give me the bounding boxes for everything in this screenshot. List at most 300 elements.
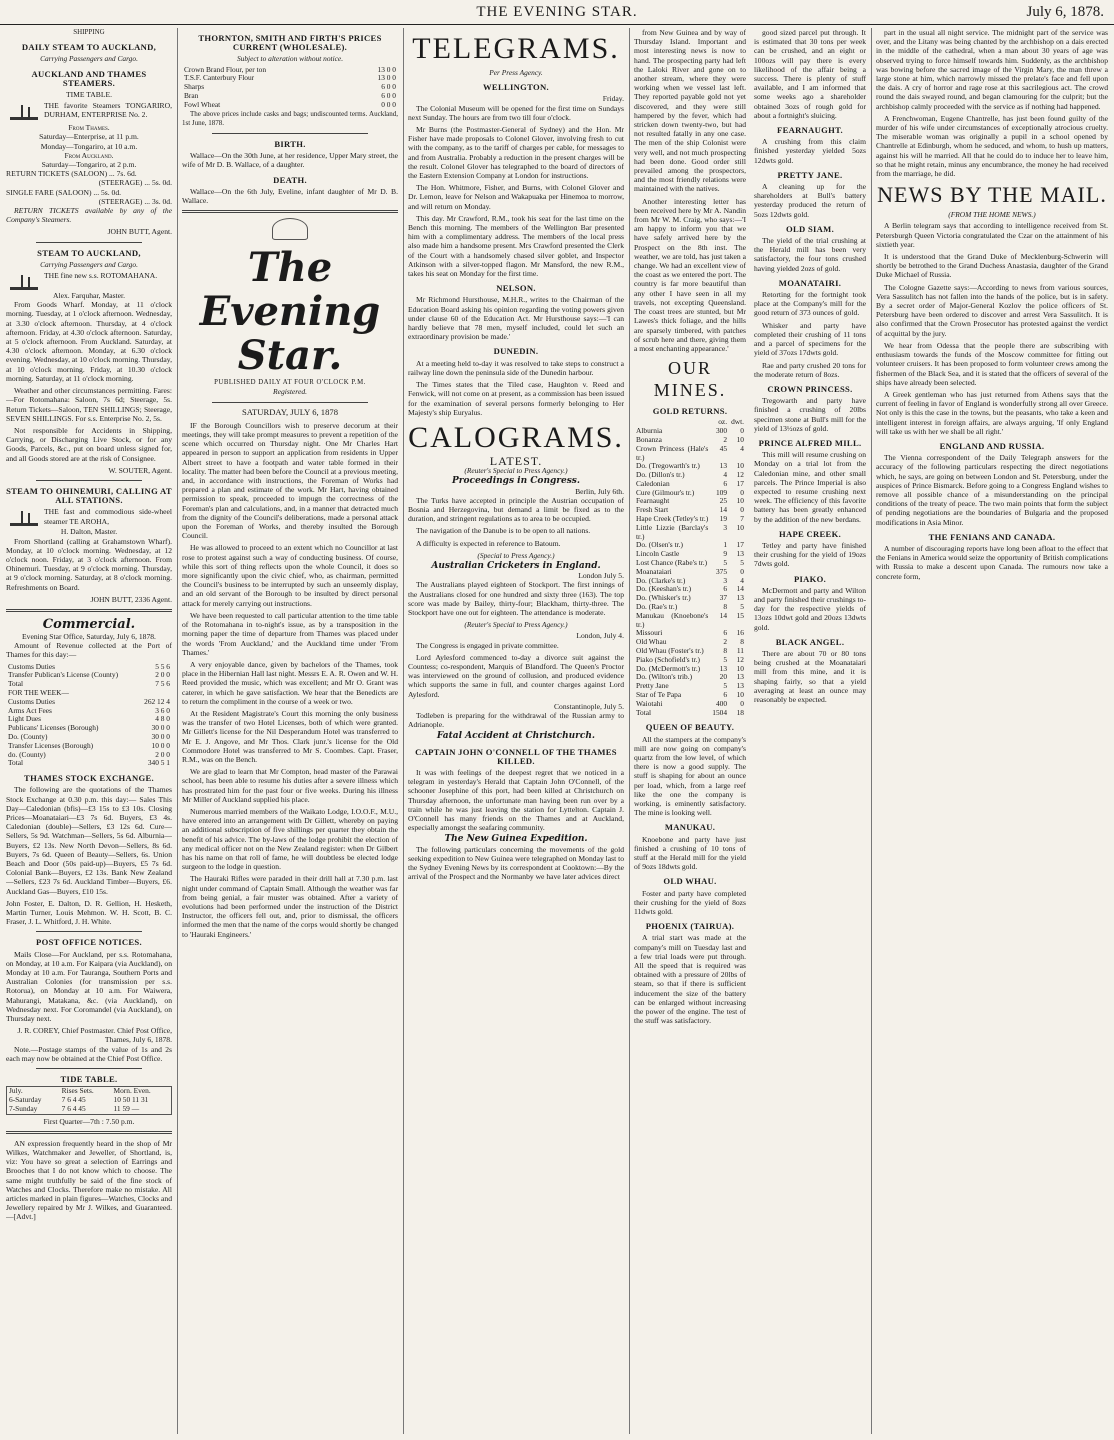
mine-row-cell: 0 bbox=[740, 505, 744, 515]
post-office-mails: Mails Close—For Auckland, per s.s. Rotomahana, on Monday, at 10 a.m. For Kaipara (via Auckland), on Monday at 10 a.m. For Tauranga, Southern Ports and Australian Colonies (for transmission per s.s. Rotorua), on Monday at 10 a.m. For Waiwera, Mahurangi, Matakana, &c. (via Auckland), on Wednesday next. For Coromandel (via Auckland), on Thursday next. bbox=[6, 949, 172, 1023]
mine-row-cell: Little Lizzie (Barclay's tr.) bbox=[636, 522, 709, 541]
te-aroha-title: THE fast and commodious side-wheel steamer TE AROHA, bbox=[44, 507, 172, 526]
publication-note: PUBLISHED DAILY AT FOUR O'CLOCK P.M. bbox=[214, 379, 366, 387]
master-name: H. Dalton, Master. bbox=[60, 527, 118, 537]
mine-row-cell: 12 bbox=[736, 654, 744, 664]
mine-row-cell: 10 bbox=[736, 461, 744, 471]
mine-row-cell: 0 bbox=[740, 487, 744, 497]
revenue-row-cell: FOR THE WEEK— bbox=[8, 687, 69, 697]
registered-note: Registered. bbox=[272, 387, 308, 397]
mine-row-cell: 8 bbox=[723, 602, 728, 612]
article-paragraph: A Frenchwoman, Eugene Chantrelle, has just been found guilty of the murder of his wife under circumstances of exceptionally atrocious cruelty. The miserable woman was originally a pupil in a school opened by Chantrelle at Edinburgh, whom he seduced, and whom, to hush up matters, against his will he married. All that he could do to induce her to leave him, so that he might retain, minus any encumbrance, the money he had received from the marriage, he did. bbox=[876, 113, 1108, 179]
mine-row-cell: 0 bbox=[740, 566, 744, 576]
mine-report: McDermott and party and Wilton and party finished their crushings to-day for the respective yields of 13ozs 10dwt gold and 20ozs 13dwts gold. bbox=[754, 585, 866, 632]
mine-row-cell: 14 bbox=[736, 584, 744, 594]
agent-signature: W. SOUTER, Agent. bbox=[108, 465, 172, 475]
mine-row-cell: Lincoln Castle bbox=[636, 549, 680, 559]
master-name: Alex. Farquhar, Master. bbox=[52, 291, 126, 301]
column-5 bbox=[876, 28, 1108, 1434]
mine-row-cell: 375 bbox=[715, 566, 728, 576]
revenue-row-cell: Transfer Publican's License (County) bbox=[8, 670, 119, 680]
mine-row-cell: 45 bbox=[719, 443, 728, 453]
mine-row-cell: 5 bbox=[740, 558, 744, 568]
mine-row-cell: Fresh Start bbox=[636, 505, 669, 515]
price-row-cell: T.S.F. Canterbury Flour bbox=[184, 73, 255, 83]
mine-row-cell: 4 bbox=[740, 443, 744, 453]
heading-manukau: MANUKAU. bbox=[664, 822, 716, 833]
ships-ad bbox=[6, 101, 172, 121]
schedule-line: Saturday—Enterprise, at 11 p.m. bbox=[39, 132, 139, 142]
broker-list: John Foster, E. Dalton, D. R. Gellion, H. Hesketh, Martin Turner, Louis Mehmon. W. H. Scott, B. C. Fraser, J. L. Whitford, J. H. White. bbox=[6, 898, 172, 927]
mine-row-cell: 5 bbox=[723, 681, 728, 691]
cable-paragraph: The navigation of the Danube is to be open to all nations. bbox=[416, 526, 591, 536]
dateline: Friday. bbox=[602, 94, 624, 104]
heading-ohinemuri: STEAM TO OHINEMURI, CALLING AT ALL STATIONS. bbox=[6, 485, 172, 506]
mine-row-cell: Do. (Olsen's tr.) bbox=[636, 540, 683, 550]
paper-title: The Evening Star. bbox=[199, 244, 381, 380]
revenue-row-cell: 30 0 0 bbox=[151, 723, 170, 733]
timetable-label: TIME TABLE. bbox=[65, 90, 113, 100]
revenue-row-cell: Total bbox=[8, 758, 24, 768]
telegram-paragraph: Mr Richmond Hursthouse, M.H.R., writes to the Chairman of the Education Board asking his opinion regarding the voting powers given under clause 60 of the Education Act. Mr Hursthouse says:—'I can hardly believe that 78 men, myself included, could let such an extraordinary provision be made.' bbox=[408, 295, 624, 342]
mine-report: A crushing from this claim finished yesterday yielded 5ozs 12dwts gold. bbox=[754, 137, 866, 165]
cricket-heading: Australian Cricketers in England. bbox=[431, 560, 601, 571]
news-by-mail-heading: NEWS BY THE MAIL. bbox=[877, 182, 1107, 208]
schedule-line: Saturday—Tongariro, at 2 p.m. bbox=[41, 160, 137, 170]
mine-row bbox=[634, 524, 746, 542]
revenue-row-cell: 5 5 6 bbox=[155, 661, 170, 671]
price-row-cell: 6 0 0 bbox=[381, 91, 396, 100]
mine-row-cell: 109 bbox=[715, 487, 728, 497]
tide-col-header: Morn. Even. bbox=[113, 1086, 151, 1096]
price-row bbox=[182, 83, 398, 92]
article-paragraph: The Cologne Gazette says:—According to news from various sources, Vera Sassulitch has not fallen into the hands of the police, but is in safety. By a secret order of Major-General Kozlov the police officers of St. Petersburg have been ordered to discover and arrest Vera Sassulitch. It is also confirmed that the Crown Prosecutor has protested against the verdict of acquittal by the jury. bbox=[876, 282, 1108, 338]
divider bbox=[36, 931, 142, 932]
mine-report: Whisker and party have completed their crushing of 11 tons and a parcel of specimens for the yield of 37ozs 17dwts gold. bbox=[754, 320, 866, 358]
column-rule bbox=[629, 28, 630, 1434]
mine-row-cell: 2 bbox=[723, 637, 728, 647]
postmaster-signature: J. R. COREY, Chief Postmaster. Chief Post Office, Thames, July 6, 1878. bbox=[17, 1026, 172, 1045]
heading-phoenix: PHOENIX (TAIRUA). bbox=[645, 921, 735, 932]
mine-row-cell: 13 bbox=[736, 549, 744, 559]
mine-row-cell: Old Whau (Foster's tr.) bbox=[636, 646, 704, 656]
revenue-row bbox=[6, 759, 172, 768]
tide-row-cell: 10 50 11 31 bbox=[113, 1095, 149, 1105]
from-thames: From Thames. bbox=[68, 123, 110, 133]
divider bbox=[6, 1131, 172, 1134]
mine-row-cell: 13 bbox=[736, 681, 744, 691]
mine-row-cell: Lost Chance (Rabe's tr.) bbox=[636, 558, 708, 568]
mine-row-cell: 5 bbox=[723, 558, 728, 568]
mine-row-cell: 0 bbox=[740, 698, 744, 708]
dateline: London July 5. bbox=[578, 571, 624, 581]
mine-row-cell: 5 bbox=[740, 602, 744, 612]
gold-returns-table bbox=[634, 418, 746, 717]
new-guinea-heading: The New Guinea Expedition. bbox=[444, 834, 588, 845]
cable-paragraph: The Turks have accepted in principle the Austrian occupation of Bosnia and Herzegovina, but demand a limit be fixed as to the duration, and stringent regulations as to area to be occupied. bbox=[408, 495, 624, 524]
mine-row-cell: 20 bbox=[719, 672, 728, 682]
mine-row-cell: 10 bbox=[736, 522, 744, 532]
mine-row-cell: 6 bbox=[723, 478, 728, 488]
heading-prince-alfred: PRINCE ALFRED MILL. bbox=[758, 437, 862, 448]
crest-emblem bbox=[272, 218, 308, 240]
column-rule bbox=[403, 28, 404, 1434]
tide-row-cell: 7 6 4 45 bbox=[61, 1103, 86, 1113]
mine-report: Knoebone and party have just finished a crushing of 10 tons of stuff at the Herald mill for the yield of 9ozs 18dwts gold. bbox=[634, 834, 746, 872]
revenue-row-cell: 2 0 0 bbox=[155, 749, 170, 759]
article-paragraph: Another interesting letter has been received here by Mr A. Nandin from Mr W. M. Craig, who says:—'I am happy to inform you that we have safely arrived here by the Prospect on the 8th inst. The weather, we are told, has just taken a change. We had an excellent view of the coast as we entered the port. The country is far more beautiful than any other I have seen in all my travels, not excepting Queensland. The coast trees are stunted, but Mr Lawes's thick foliage, and the hills are sparsely timbered, with patches of scrub here and there, giving them a most enchanting appearance.' bbox=[634, 196, 746, 353]
revenue-row-cell: Customs Duties bbox=[8, 661, 56, 671]
mine-row-cell: 14 bbox=[719, 610, 728, 620]
tide-table bbox=[6, 1086, 172, 1114]
congress-heading: Proceedings in Congress. bbox=[451, 476, 581, 487]
subheading: Carrying Passengers and Cargo. bbox=[40, 54, 138, 64]
mine-row-cell: 7 bbox=[740, 514, 744, 524]
revenue-row-cell: 7 5 6 bbox=[155, 679, 170, 689]
tide-row bbox=[7, 1105, 172, 1114]
mine-report: good sized parcel put through. It is estimated that 30 tons per week can be crushed, and an eight or 100ozs will pay there is every likelihood of the affair being a success. There is plenty of stuff available, and I am informed that some weeks ago a shareholder obtained 3ozs of rough gold for about a fortnight's sluicing. bbox=[754, 28, 866, 120]
rotomahana-schedule: From Goods Wharf. Monday, at 11 o'clock morning. Tuesday, at 1 o'clock afternoon. Wednesday, at 3.30 o'clock afternoon. Thursday, at 4 o'clock afternoon. Friday, at 4.30 o'clock afternoon. Saturday, at 5 o'clock afternoon. From Auckland. Saturday, at 4.30 o'clock afternoon. Monday, at 6.30 o'clock evening. Wednesday, at 10 o'clock morning. Thursday, at 10 o'clock morning. Friday, at 10.30 o'clock morning. Saturday, at 11 o'clock morning. bbox=[6, 300, 172, 383]
heading-daily-steam: DAILY STEAM TO AUCKLAND, bbox=[21, 42, 157, 53]
mine-row-cell: Do. (Clarke's tr.) bbox=[636, 575, 686, 585]
mine-row-cell: Star of Te Papa bbox=[636, 690, 682, 700]
mine-row-cell: 1504 bbox=[712, 707, 728, 717]
mine-row-cell: Manukau (Knoebone's tr.) bbox=[636, 610, 709, 629]
heading-birth: BIRTH. bbox=[274, 139, 306, 149]
editorial-date: SATURDAY, JULY 6, 1878 bbox=[242, 406, 338, 417]
from-auckland: From Auckland. bbox=[64, 150, 114, 160]
mine-row-cell: Do. (Whisker's tr.) bbox=[636, 593, 691, 603]
mine-row-cell: Bonanza bbox=[636, 434, 662, 444]
commercial-intro: Amount of Revenue collected at the Port of Thames for this day:— bbox=[6, 641, 172, 660]
mine-row-cell: 5 bbox=[723, 654, 728, 664]
fare-line: (STEERAGE) ... 5s. 0d. bbox=[98, 178, 172, 188]
divider bbox=[212, 402, 368, 403]
mine-row-cell: Do. (Wilton's trib.) bbox=[636, 672, 693, 682]
mine-row-cell: Do. (Tregowarth's tr.) bbox=[636, 461, 700, 471]
revenue-row-cell: 2 0 0 bbox=[155, 670, 170, 680]
mine-row-cell: Do. (Rae's tr.) bbox=[636, 602, 678, 612]
revenue-row-cell: 3 6 0 bbox=[155, 705, 170, 715]
mine-row-cell: 10 bbox=[736, 434, 744, 444]
column-4-split bbox=[634, 28, 866, 1434]
mine-row-cell: 13 bbox=[719, 663, 728, 673]
mine-row bbox=[634, 612, 746, 630]
mine-row-cell: 13 bbox=[736, 672, 744, 682]
commercial-heading: Commercial. bbox=[42, 616, 136, 632]
mine-row-cell: 19 bbox=[719, 514, 728, 524]
column-3 bbox=[408, 28, 624, 1434]
divider bbox=[182, 210, 398, 213]
mine-row-cell: 10 bbox=[736, 663, 744, 673]
reuter-line: (Reuter's Special to Press Agency.) bbox=[464, 466, 568, 476]
heading-queen-of-beauty: QUEEN OF BEAUTY. bbox=[645, 722, 735, 733]
mine-row-cell: 10 bbox=[736, 690, 744, 700]
mine-row-cell: 1 bbox=[723, 540, 728, 550]
mine-row-cell: Do. (McDermott's tr.) bbox=[636, 663, 701, 673]
news-paragraph: At the Resident Magistrate's Court this morning the only business was the transfer of two Hotel Licenses, both of which were granted. Mr Gillett's license for the Nil Desperandum Hotel was transferred to Mr E. J. Angove, and Mr Thos. Clark junr.'s license for the Old Commodore Hotel was transferred to Mr S. Coombes. Capt. Fraser, R.M., was on the Bench. bbox=[182, 708, 398, 764]
mine-report: Retorting for the fortnight took place at the Company's mill for the good return of 373 ounces of gold. bbox=[754, 290, 866, 318]
calograms-heading: CALOGRAMS. bbox=[408, 420, 624, 454]
revenue-row-cell: 10 0 0 bbox=[151, 740, 170, 750]
article-paragraph: It was with feelings of the deepest regret that we noticed in a telegram in yesterday's Herald that Captain John O'Connell, of the schooner Josephine of this port, had been killed at Christchurch on Thursday afternoon, the unfortunate man having been run over by a train while he was just leaving the station for Lyttelton. Captain J. O'Connell has many friends on the Thames and at Auckland, especially amongst the seafaring community. bbox=[408, 768, 624, 833]
price-row-cell: 13 0 0 bbox=[377, 73, 396, 83]
price-row-cell: Crown Brand Flour, per ton bbox=[184, 64, 267, 74]
fare-note: RETURN TICKETS available by any of the Company's Steamers. bbox=[6, 206, 172, 225]
steamship-icon bbox=[6, 273, 40, 291]
mine-row-cell: 3 bbox=[723, 575, 728, 585]
mine-row-cell: 0 bbox=[740, 426, 744, 436]
telegram-paragraph: Mr Burns (the Postmaster-General of Sydney) and the Hon. Mr Fisher have made proposals to Colonel Glover, involving fresh to cut with the company, as to the tariff of charges per cable, for messages to and from Australia. Probably a reduction in the present charges will be the result. Colonel Glover has telegraphed to the board of directors of the Eastern Extension Company at London for instructions. bbox=[408, 125, 624, 181]
heading-dunedin: DUNEDIN. bbox=[493, 346, 539, 357]
prices-table bbox=[182, 66, 398, 110]
heading-crown-princess: CROWN PRINCESS. bbox=[767, 383, 853, 394]
rotomahana-notice: Not responsible for Accidents in Shipping, Carrying, or Discharging Live Stock, or for any Goods, Parcels, &c., put on board unless signed for, and all Goods stored are at the risk of Consignee. bbox=[6, 425, 172, 463]
article-paragraph: from New Guinea and by way of Thursday Island. Important and most interesting news is now to hand. The prospecting party had left the Laloki River and gone on to another stream, where they were working when we vessel last left. They reported payable gold not yet discovered, and they were still hampered by the fever, which had stricken down twenty-two, but had not resulted fatally in any one case. The men of the ship Colonist were very well, and not much prospecting had been done. Good order still prevailed among the prospectors, and the most friendly relations were maintained with the natives. bbox=[634, 28, 746, 194]
news-paragraph: A very enjoyable dance, given by bachelors of the Thames, took place in the Hibernian Hall last night. Messrs E. A. R. Owen and W. H. Reed provided the music, which was excellent; and Mr O. Grant was caterer, in which he gave satisfaction. We hear that the Benedicts are to return the compliment in the course of a week or two. bbox=[182, 659, 398, 706]
revenue-row-cell: Customs Duties bbox=[8, 696, 56, 706]
heading-thames-steamers: AUCKLAND AND THAMES STEAMERS. bbox=[31, 68, 147, 88]
heading-prices-current: THORNTON, SMITH AND FIRTH'S PRICES CURRENT (WHOLESALE). bbox=[198, 33, 382, 53]
moon-phase-note: First Quarter—7th : 7.50 p.m. bbox=[43, 1116, 135, 1126]
telegram-paragraph: At a meeting held to-day it was resolved to take steps to construct a railway line down the peninsula side of the Dunedin harbour. bbox=[408, 358, 624, 377]
mine-row-cell: Crown Princess (Hale's tr.) bbox=[636, 443, 709, 462]
divider bbox=[36, 242, 142, 243]
mine-row-cell: 18 bbox=[736, 707, 744, 717]
masthead-title: THE EVENING STAR. bbox=[476, 4, 638, 20]
tide-row-cell: 7-Sunday bbox=[9, 1103, 38, 1113]
mine-row-cell: 3 bbox=[723, 522, 728, 532]
mine-row-cell: 8 bbox=[740, 637, 744, 647]
divider bbox=[6, 609, 172, 612]
dateline: London, July 4. bbox=[576, 631, 624, 641]
mine-row-cell: 8 bbox=[723, 646, 728, 656]
dateline: Constantinople, July 5. bbox=[553, 701, 624, 711]
tide-col-header: July. bbox=[9, 1086, 23, 1096]
mine-row-cell: 300 bbox=[715, 426, 728, 436]
mine-row-cell: Caledonian bbox=[636, 478, 670, 488]
telegram-paragraph: The Times states that the Tiled case, Haughton v. Reed and Fenwick, will not come on at present, as a commission has been issued for the examination of several persons formerly belonging to Her Majesty's ship Euryalus. bbox=[408, 380, 624, 417]
mine-row-cell: 400 bbox=[715, 698, 728, 708]
press-agency-line: Per Press Agency. bbox=[489, 68, 543, 77]
cable-paragraph: Todleben is preparing for the withdrawal of the Russian army to Adrianople. bbox=[408, 710, 624, 730]
heading-piako: PIAKO. bbox=[793, 573, 827, 584]
price-row bbox=[182, 101, 398, 110]
fare-line: SINGLE FARE (SALOON) ... 5s. 0d. bbox=[6, 187, 122, 197]
fatal-accident-heading: Fatal Accident at Christchurch. bbox=[436, 731, 596, 742]
death-notice: Wallace—On the 6th July, Eveline, infant daughter of Mr D. B. Wallace. bbox=[182, 186, 398, 206]
mine-row-cell: 15 bbox=[736, 610, 744, 620]
tide-row-cell: 7 6 4 45 bbox=[61, 1095, 86, 1105]
mine-row-cell: 4 bbox=[723, 470, 728, 480]
mine-row bbox=[634, 445, 746, 463]
our-mines-heading: OUR MINES. bbox=[653, 358, 727, 401]
mine-row-cell: Do. (Dillon's tr.) bbox=[636, 470, 685, 480]
agent-signature: JOHN BUTT, 2336 Agent. bbox=[90, 594, 172, 604]
mine-report: There are about 70 or 80 tons being crushed at the Moanataiari mill from this mine, and it is shaping fairly, so that a yield averaging at least an ounce may reasonably be expected. bbox=[754, 648, 866, 704]
heading-fearnaught: FEARNAUGHT. bbox=[777, 125, 843, 136]
column-1 bbox=[6, 28, 172, 1434]
fare-line: RETURN TICKETS (SALOON) ... 7s. 6d. bbox=[6, 169, 137, 179]
mine-report: All the stampers at the company's mill are now going on company's quartz from the low level, of which there is now a good supply. The stuff is shaping for about an ounce per load, which, from a large reef like the one the company is working, is eminently satisfactory. The mine is looking well. bbox=[634, 734, 746, 818]
revenue-row-cell: Publicans' Licenses (Borough) bbox=[8, 723, 99, 733]
revenue-row-cell: Total bbox=[8, 679, 24, 689]
revenue-row-cell: 262 12 4 bbox=[144, 696, 170, 706]
mine-row-cell: Total bbox=[636, 707, 652, 717]
heading-death: DEATH. bbox=[273, 174, 307, 185]
article-paragraph: It is understood that the Grand Duke of Mecklenburg-Schwerin will shortly be betrothed to the Grand Duchess Anastasia, daughter of the Grand Duke Michael of Russia. bbox=[876, 252, 1108, 280]
rotomahana-title: THE fine new s.s. ROTOMAHANA. bbox=[44, 271, 158, 281]
mine-row-cell: 6 bbox=[723, 584, 728, 594]
mine-row-cell: 25 bbox=[719, 496, 728, 506]
telegram-paragraph: The Colonial Museum will be opened for the first time on Sundays next Sunday. The hours are from two till four o'clock. bbox=[408, 103, 624, 122]
te-aroha-ad bbox=[6, 507, 172, 527]
price-row-cell: Bran bbox=[184, 91, 199, 100]
heading-england-russia: ENGLAND AND RUSSIA. bbox=[939, 440, 1045, 451]
revenue-row-cell: Arms Act Fees bbox=[8, 705, 52, 715]
heading-fenians: THE FENIANS AND CANADA. bbox=[928, 531, 1056, 542]
mine-row-cell: 4 bbox=[740, 575, 744, 585]
heading-steam-auckland: STEAM TO AUCKLAND, bbox=[37, 247, 141, 258]
revenue-row-cell: 30 0 0 bbox=[151, 731, 170, 741]
tide-col-header: Rises Sets. bbox=[61, 1086, 94, 1096]
mine-row bbox=[634, 709, 746, 718]
wilkes-advertisement: AN expression frequently heard in the shop of Mr Wilkes, Watchmaker and Jeweller, of Shortland, is, viz: You have so great a selection of Earrings and Brooches that I do not know which to choose. The same might truthfully be said of the fine stock of Watches and Clocks. Therefore make no mistake. All articles marked in plain figures—Watches, Clocks and Jewellery repaired by Mr J. Wilkes, and Guaranteed.—[Advt.] bbox=[6, 1138, 172, 1222]
column-4 bbox=[634, 28, 866, 1434]
news-paragraph: Numerous married members of the Waikato Lodge, I.O.O.F., M.U., have entered into an arrangement with Dr Gillett, whereby on paying an additional subscription of five shillings per quarter they obtain the benefit of his advice. The by-laws of the lodge prohibit the election of any medical officer not on the New Zealand register: when Dr Gilbert has his name on that roll of fame, he will doubtless be elected lodge surgeon to the lodge in question. bbox=[182, 806, 398, 872]
price-row bbox=[182, 74, 398, 83]
heading-hape-creek: HAPE CREEK. bbox=[778, 528, 842, 539]
tide-row-cell: 11 59 — bbox=[113, 1103, 140, 1113]
rotomahana-fares: Weather and other circumstances permitting. Fares:—For Rotomahana: Saloon, 7s 6d; Steerage, 5s. Return Tickets—Saloon, TEN SHILLINGS; Steerage, SEVEN SHILLINGS. For s.s. Enterprise No. 2, 5s. bbox=[6, 386, 172, 423]
dateline: Berlin, July 6th. bbox=[575, 486, 624, 496]
divider bbox=[212, 133, 368, 134]
mine-row-cell: Do. (Keeshan's tr.) bbox=[636, 584, 692, 594]
heading-stock-exchange: THAMES STOCK EXCHANGE. bbox=[24, 773, 154, 784]
heading-moanataiari: MOANATAIRI. bbox=[778, 277, 842, 288]
mine-row-cell: Missouri bbox=[636, 628, 663, 638]
steamship-icon bbox=[6, 103, 40, 121]
birth-notice: Wallace—On the 30th June, at her residence, Upper Mary street, the wife of Mr D. B. Wallace, of a daughter. bbox=[182, 151, 398, 170]
mine-report: Rae and party crushed 20 tons for the moderate return of 8ozs. bbox=[754, 360, 866, 379]
subheading: Carrying Passengers and Cargo. bbox=[40, 259, 138, 269]
rotomahana-ad bbox=[6, 271, 172, 291]
masthead bbox=[0, 0, 1114, 25]
mine-row-cell: 13 bbox=[719, 461, 728, 471]
divider bbox=[36, 480, 142, 481]
column-4a bbox=[634, 28, 746, 1434]
mine-row-cell: Cure (Gilmour's tr.) bbox=[636, 487, 695, 497]
article-paragraph: A Berlin telegram says that according to intelligence received from St. Petersburgh Queen Victoria congratulated the Czar on the attainment of his sixtieth year. bbox=[876, 221, 1108, 249]
telegrams-heading: TELEGRAMS. bbox=[412, 32, 620, 65]
mines-col-header: dwt. bbox=[731, 417, 744, 427]
article-paragraph: The following particulars concerning the movements of the gold seeking expedition to New Guinea were telegraphed on Monday last to the Sydney Evening News by its correspondent at Cooktown:—By the arrival of the Prospect and the Normanby we have later advices direct bbox=[408, 844, 624, 882]
column-rule bbox=[871, 28, 872, 1434]
article-paragraph: The Vienna correspondent of the Daily Telegraph answers for the accuracy of the following particulars respecting the direct negotiations which, he says, are going on between London and St. Petersburg, under the auspices of Prince Bismarck. Before going to a Congress England wishes to remove all possible chance of a misunderstanding on the principal conditions of the treaty of peace. The two main points that form the subject of pending negotiations are the boundaries of Bulgaria and the proposed modifications in Asia Minor. bbox=[876, 453, 1108, 527]
mine-row-cell: Pretty Jane bbox=[636, 681, 669, 691]
ships-text: THE favorite Steamers TONGARIRO, DURHAM, ENTERPRISE No. 2. bbox=[44, 101, 172, 120]
heading-old-siam: OLD SIAM. bbox=[785, 223, 835, 234]
heading-gold-returns: GOLD RETURNS. bbox=[652, 406, 728, 417]
mine-report: This mill will resume crushing on Monday on a trial lot from the Caledonian mine, and other small parcels. The Prince Imperial is also expected to resume crushing next week. The efficiency of this favorite battery has been greatly enhanced by the addition of the new berdans. bbox=[754, 450, 866, 524]
column-rule bbox=[177, 28, 178, 1434]
mine-row-cell: 9 bbox=[723, 549, 728, 559]
mine-row-cell: 11 bbox=[736, 646, 744, 656]
mine-row-cell: 14 bbox=[719, 505, 728, 515]
home-news-line: (FROM THE HOME NEWS.) bbox=[948, 210, 1036, 220]
editorial-paragraph: IF the Borough Councillors wish to preserve decorum at their meetings, they will take prompt measures to prevent a repetition of the scene which occurred on Thursday night. One Mr Charles Hart appeared in person to support an application from residents in Upper Albert street to have a footpath and water table formed in their locality. The matter had been before the Council at a previous meeting, and, in accordance with instructions, the Foreman of Works had prepared a plan and estimate of the work. Mr Hart, having obtained permission to speak, proceeded to impugn the correctness of the Foreman's plan and calculations, and, in a manner that detracted much from the dignity of the Council's deliberations, made a personal attack upon the Foreman of Works, and thereby insulted the Borough Council. bbox=[182, 420, 398, 541]
article-paragraph: part in the usual all night service. The midnight part of the service was over, and the Litany was being chanted by the archbishop on a dais erected in the middle of the cathedral, when a man about 30 years of age was observed trying to force himself towards him. Suddenly, as the archbishop was bowing before the sacred image of the Virgin Mary, the man threw a large stone at him, which narrowly missed the prelate's face and fell upon the dais. A cry of horror and rage rose at this sacrilegious act. The crowd round the dais swayed round, and began clamouring for the culprit; but the archbishop calmly proceeded with the service as if nothing had happened. bbox=[876, 28, 1108, 111]
mine-row-cell: 37 bbox=[719, 593, 728, 603]
mine-report: A trial start was made at the company's mill on Tuesday last and a few trial loads were put through. All the speed that is required was obtained with a pressure of 20lbs of steam, so that if there is sufficient inducement the size of the battery can be enlarged without increasing the power of the engine. The test of the stuff was satisfactory. bbox=[634, 933, 746, 1026]
mines-col-header: oz. bbox=[718, 417, 728, 427]
prices-note: The above prices include casks and bags; undiscounted terms. Auckland, 1st June, 1878. bbox=[182, 109, 398, 127]
news-paragraph: We have been requested to call particular attention to the time table of the Rotomahana in to-night's issue, as by a transposition in the morning paper the time of departure from Thames was placed under the words 'From Auckland,' and the Auckland time under 'From Thames.' bbox=[182, 610, 398, 657]
mine-row-cell: 17 bbox=[736, 478, 744, 488]
schedule-line: Monday—Tongariro, at 10 a.m. bbox=[40, 141, 138, 151]
heading-wellington: WELLINGTON. bbox=[483, 82, 549, 93]
tide-row-cell: 6-Saturday bbox=[9, 1095, 42, 1105]
heading-nelson: NELSON. bbox=[496, 283, 536, 294]
revenue-row-cell: 340 5 1 bbox=[147, 758, 170, 768]
mine-row-cell: 16 bbox=[736, 628, 744, 638]
stock-quotations: The following are the quotations of the Thames Stock Exchange at 0.30 p.m. this day:— Sales This Day—Caledonian (bfis)—£3 15s to £3 10s. Closing Prices—Moanataiari—£3 7s 6d. Buyers, £3 4s. Caledonian (double)—Sellers, £3 12s 6d. Cure—Sellers, 5s 9d. Watchman—Sellers, 5s 6d. Alburnia—Buyers, £2 13s. New North Devon—Sellers, 8s 6d. Buyers, 7s 6d. Queen of Beauty—Sellers, 6s. Union Beach and Door (50s paid-up)—Buyers, £5 7s 6d. Colonial Bank—Buyers, £2 13s. Bank New Zealand—Sellers, £23 7s 6d. Auckland Timber—Buyers, £6. Auckland Gas—Buyers, £10 15s. bbox=[6, 785, 172, 896]
price-row-cell: 0 0 0 bbox=[381, 99, 396, 109]
mine-row-cell: 10 bbox=[736, 496, 744, 506]
news-paragraph: The Hauraki Rifles were paraded in their drill hall at 7.30 p.m. last night under command of Captain Small. Although the weather was far from being genial, a fair muster was obtained. After a variety of evolutions had been performed under the instruction of the District Instructor, the officers fell out, and, prior to dismissal, the officers informed the men that the name of the corps would shortly be changed to 'Hauraki Engineers.' bbox=[182, 874, 398, 939]
mine-row-cell: Waiotahi bbox=[636, 698, 663, 708]
heading-post-office: POST OFFICE NOTICES. bbox=[36, 937, 142, 948]
mine-row-cell: Alburnia bbox=[636, 426, 663, 436]
mine-report: The yield of the trial crushing at the Herald mill has been very satisfactory, the four tons crushed having yielded 2ozs of gold. bbox=[754, 236, 866, 273]
news-paragraph: We are glad to learn that Mr Compton, head master of the Parawai school, has been able to resume his duties after a severe illness which has prostrated him for the past four or five weeks. During his illness Mr Miller of Auckland supplied his place. bbox=[182, 767, 398, 804]
heading-tide-table: TIDE TABLE. bbox=[60, 1074, 118, 1085]
reuter-line: (Reuter's Special to Press Agency.) bbox=[464, 620, 568, 630]
mine-row-cell: 12 bbox=[736, 470, 744, 480]
mine-report: A cleaning up for the shareholders at Bull's battery yesterday produced the return of 5ozs 12dwts gold. bbox=[754, 182, 866, 219]
heading-old-whau: OLD WHAU. bbox=[663, 876, 717, 887]
agent-signature: JOHN BUTT, Agent. bbox=[107, 227, 172, 237]
revenue-row bbox=[6, 671, 172, 680]
mine-row-cell: Fearnaught bbox=[636, 496, 670, 506]
column-2 bbox=[182, 28, 398, 1434]
article-paragraph: A number of discouraging reports have long been afloat to the effect that the Fenians in America would seize the opportunity of British complications with Russia to make a descent upon Canada. The rumours now take a concrete form, bbox=[876, 543, 1108, 581]
masthead-date: July 6, 1878. bbox=[1026, 4, 1104, 20]
commercial-office: Evening Star Office, Saturday, July 6, 1878. bbox=[22, 631, 156, 641]
mine-row-cell: Moanataiari bbox=[636, 566, 672, 576]
divider bbox=[36, 1068, 142, 1069]
heading-black-angel: BLACK ANGEL. bbox=[775, 636, 845, 647]
mine-report: Tregowarth and party have finished a crushing of 20lbs specimen stone at Bull's mill for the yield of 13½ozs of gold. bbox=[754, 396, 866, 433]
mine-row-cell: Piako (Schofield's tr.) bbox=[636, 654, 700, 664]
article-paragraph: We hear from Odessa that the people there are subscribing with enthusiasm towards the funds of the Moscow committee for fitting out volunteer cruisers. It has been proposed to form volunteer crews among the fishermen of the Black Sea, and it is stated that the officers of several of the ships have already been selected. bbox=[876, 340, 1108, 387]
mine-row-cell: 6 bbox=[723, 628, 728, 638]
fare-line: (STEERAGE) ... 3s. 0d. bbox=[98, 196, 172, 206]
price-row-cell: 13 0 0 bbox=[377, 64, 396, 74]
heading-oconnell: CAPTAIN JOHN O'CONNELL OF THE THAMES KILLED. bbox=[415, 746, 617, 766]
steamship-icon bbox=[6, 509, 40, 527]
cable-paragraph: Lord Aylesford commenced to-day a divorce suit against the Countess; co-respondent, Marquis of Blandford. The Queen's Proctor was interviewed on the ground of collusion, and produced evidence which supports the same in full, and counter charges against Lord Aylesford. bbox=[408, 652, 624, 699]
price-row-cell: 6 0 0 bbox=[381, 82, 396, 92]
revenue-table bbox=[6, 663, 172, 769]
mine-row-cell: Old Whau bbox=[636, 637, 667, 647]
telegram-paragraph: The Hon. Whitmore, Fisher, and Burns, with Colonel Glover and Dr. Lemon, leave for Nelson and Wakapuaka per Hinemoa to morrow, and will return on Monday. bbox=[408, 183, 624, 211]
revenue-row-cell: Transfer Licenses (Borough) bbox=[8, 740, 94, 750]
article-paragraph: A Greek gentleman who has just returned from Athens says that the current of feeling in favor of England is wonderfully strong all over Greece. Not only is this the case in the towns, but the peasants, who take a keen and intelligent interest in foreign affairs, are always arguing, 'If only England will take us with her we shall be all right.' bbox=[876, 389, 1108, 436]
price-row-cell: Sharps bbox=[184, 82, 205, 92]
mine-row-cell: 17 bbox=[736, 540, 744, 550]
mine-row-cell: 2 bbox=[723, 434, 728, 444]
